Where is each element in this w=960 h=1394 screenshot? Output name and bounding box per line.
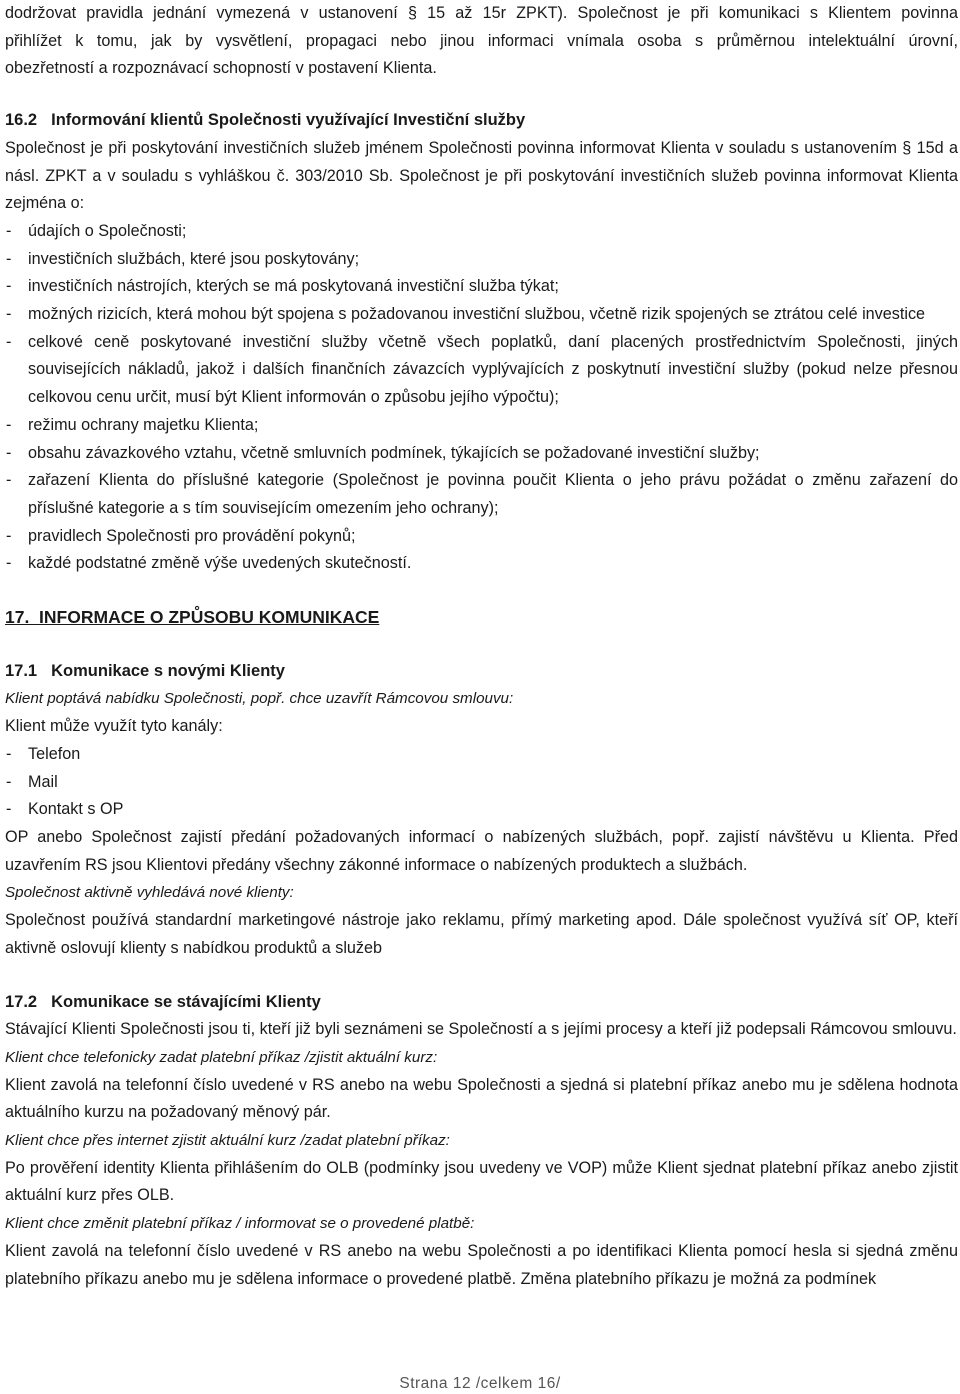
- list-item: - Mail: [5, 769, 958, 797]
- list-item: - údajích o Společnosti;: [5, 218, 958, 246]
- list-item: - investičních službách, které jsou poskytovány;: [5, 246, 958, 274]
- document-page: [5, 0, 958, 1293]
- section-17-1-heading: [5, 658, 958, 686]
- channels-list: [5, 741, 958, 824]
- subheading: Klient chce změnit platební příkaz / informovat se o provedené platbě:: [5, 1215, 475, 1233]
- paragraph: OP anebo Společnost zajistí předání požadovaných informací o nabízených službách, popř. zajistí návštěvu u Klienta. Před uzavřením RS jsou Klientovi předány všechny zákonné informace o nabízených produktech a službách.: [5, 827, 958, 874]
- list-item: - zařazení Klienta do příslušné kategorie (Společnost je povinna poučit Klienta o jeho právu požádat o změnu zařazení do příslušné kategorie a s tím souvisejícím omezením jeho ochrany);: [5, 467, 958, 522]
- section-title: Komunikace s novými Klienty: [51, 661, 285, 680]
- paragraph: Po prověření identity Klienta přihlášením do OLB (podmínky jsou uvedeny ve VOP) může Klient sjednat platební příkaz anebo zjistit aktuální kurz přes OLB.: [5, 1158, 958, 1205]
- list-item: - pravidlech Společnosti pro provádění pokynů;: [5, 523, 958, 551]
- subheading: Klient poptává nabídku Společnosti, popř. chce uzavřít Rámcovou smlouvu:: [5, 690, 514, 708]
- paragraph: Klient zavolá na telefonní číslo uvedené v RS anebo na webu Společnosti a sjedná si platební příkaz anebo mu je sdělena hodnota aktuálního kurzu na požadovaný měnový pár.: [5, 1075, 958, 1122]
- list-item: - Kontakt s OP: [5, 796, 958, 824]
- channels-intro: Klient může využít tyto kanály:: [5, 717, 223, 736]
- section-17-heading: 17. INFORMACE O ZPŮSOBU KOMUNIKACE: [5, 607, 380, 628]
- section-16-2-paragraph: Společnost je při poskytování investičních služeb jménem Společnosti povinna informovat Klienta v souladu s ustanovením § 15d a násl. ZPKT a v souladu s vyhláškou č. 303/2010 Sb. Společnost je při poskytování investičních služeb povinna informovat Klienta zejména o:: [5, 138, 958, 213]
- list-item: - režimu ochrany majetku Klienta;: [5, 412, 958, 440]
- section-number: 17.2: [5, 992, 38, 1011]
- intro-line-1: dodržovat pravidla jednání vymezená v ustanovení § 15 až 15r ZPKT). Společnost je při komunikaci s Klientem povinna: [5, 4, 958, 22]
- paragraph: Společnost používá standardní marketingové nástroje jako reklamu, přímý marketing apod. Dále společnost využívá síť OP, kteří aktivně oslovují klienty s nabídkou produktů a služeb: [5, 911, 958, 957]
- section-number: 16.2: [5, 111, 38, 130]
- subheading: Společnost aktivně vyhledává nové klienty:: [5, 884, 294, 902]
- section-16-2-heading: [5, 107, 958, 135]
- section-17-2-heading: [5, 989, 958, 1017]
- subheading: Klient chce telefonicky zadat platební příkaz /zjistit aktuální kurz:: [5, 1048, 438, 1066]
- subheading: Klient chce přes internet zjistit aktuální kurz /zadat platební příkaz:: [5, 1132, 450, 1150]
- list-item: - celkové ceně poskytované investiční služby včetně všech poplatků, daní placených prostřednictvím Společnosti, jiných souvisejících nákladů, jakož i dalších finančních závazcích vyplývajících z poskytnutí investiční služby (pokud nelze přesnou celkovou cenu určit, musí být Klient informován o způsobu jejího výpočtu);: [5, 329, 958, 412]
- section-title: Informování klientů Společnosti využívající Investiční služby: [51, 111, 526, 130]
- intro-line-3: obezřetností a rozpoznávací schopností v postavení Klienta.: [5, 59, 437, 78]
- paragraph: Klient zavolá na telefonní číslo uvedené v RS anebo na webu Společnosti a po identifikaci Klienta pomocí hesla si sjedná změnu platebního příkazu anebo mu je sdělena informace o provedené platbě. Změna platebního příkazu je možná za podmínek: [5, 1241, 958, 1288]
- page-footer: Strana 12 /celkem 16/: [399, 1375, 561, 1392]
- section-title: Komunikace se stávajícími Klienty: [51, 992, 321, 1011]
- info-list: [5, 218, 958, 578]
- list-item: - možných rizicích, která mohou být spojena s požadovanou investiční službou, včetně rizik spojených se ztrátou celé investice: [5, 301, 958, 329]
- list-item: - obsahu závazkového vztahu, včetně smluvních podmínek, týkajících se požadované investiční služby;: [5, 440, 958, 468]
- section-number: 17.1: [5, 661, 38, 680]
- list-item: - investičních nástrojích, kterých se má poskytovaná investiční služba týkat;: [5, 273, 958, 301]
- list-item: - Telefon: [5, 741, 958, 769]
- list-item: - každé podstatné změně výše uvedených skutečností.: [5, 550, 958, 578]
- paragraph: Stávající Klienti Společnosti jsou ti, kteří již byli seznámeni se Společností a s jejími procesy a kteří již podepsali Rámcovou smlouvu.: [5, 1020, 957, 1039]
- intro-line-2: přihlížet k tomu, jak by vysvětlení, propagaci nebo jinou informaci vnímala osoba s průměrnou intelektuální úrovní,: [5, 31, 958, 50]
